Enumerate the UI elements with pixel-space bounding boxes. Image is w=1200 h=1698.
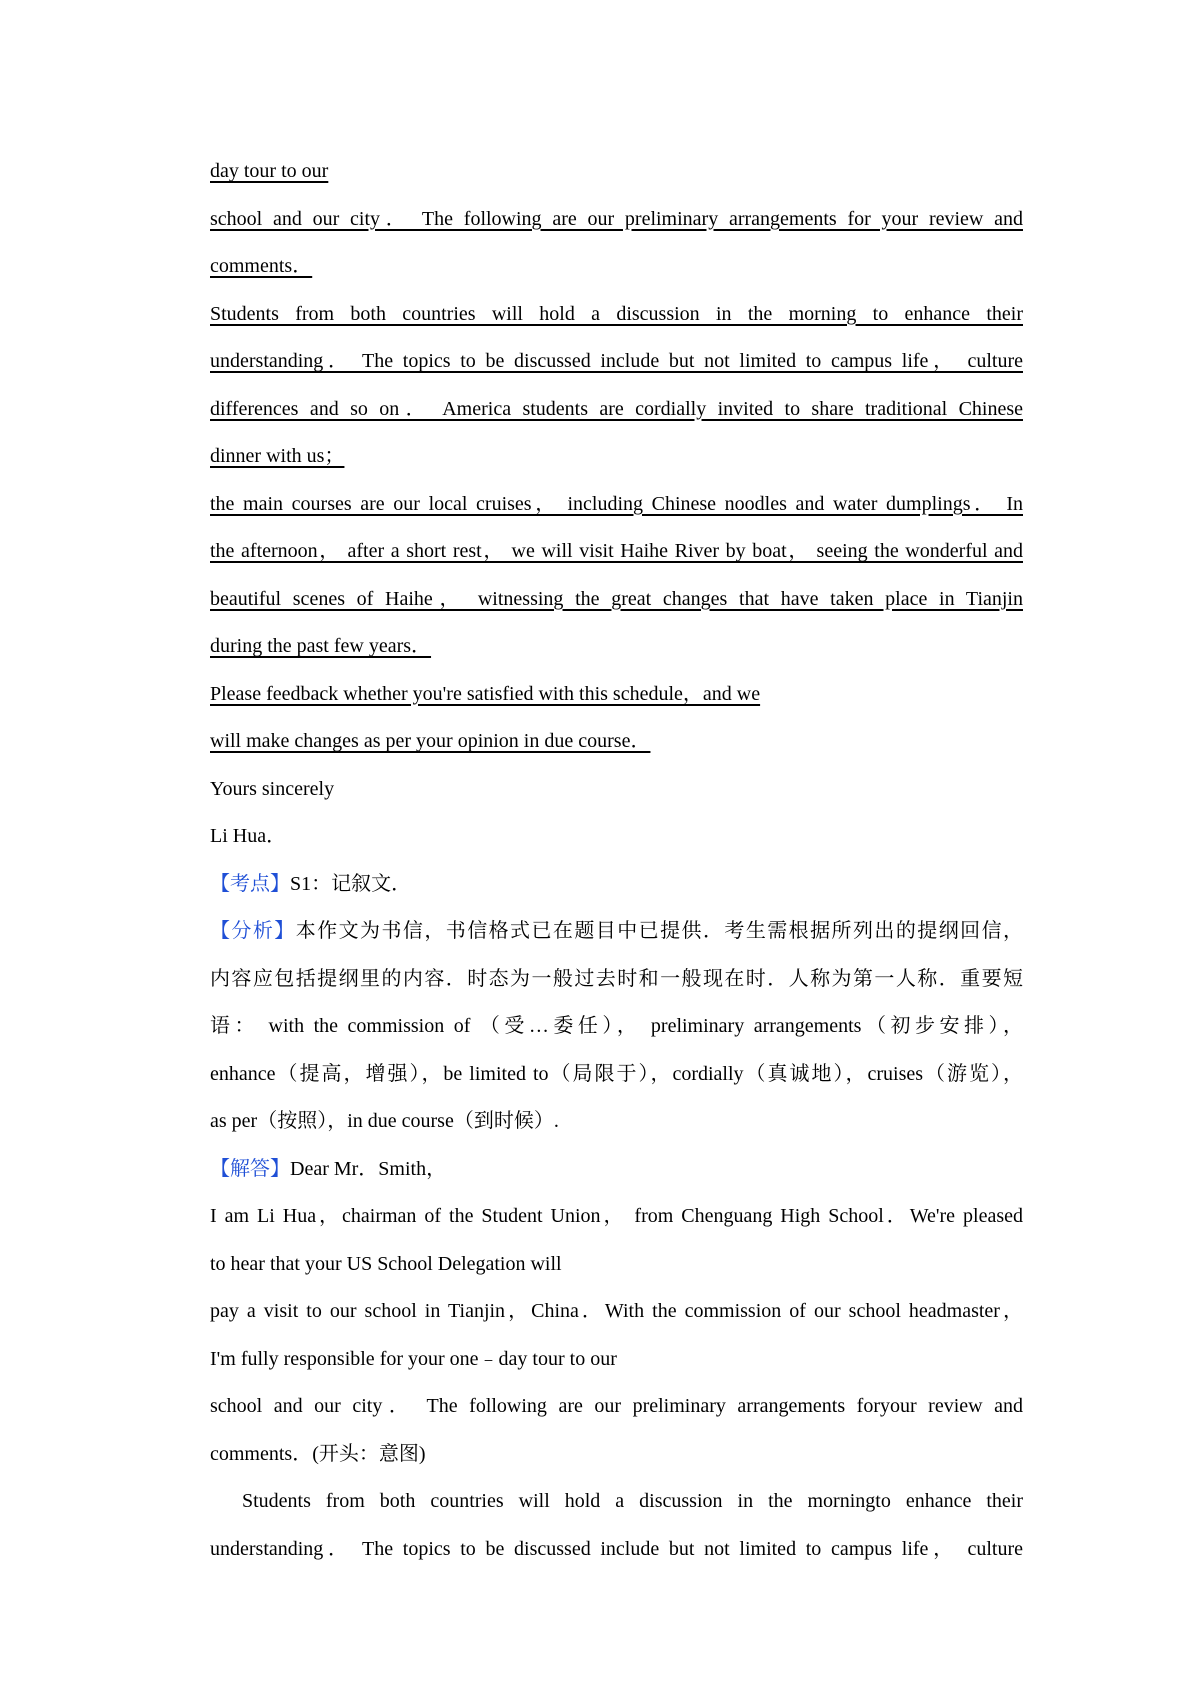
underlined-line (210, 433, 1023, 481)
underlined-line-text: Please feedback whether you're satisfied with this schedule，and we (210, 682, 761, 705)
underlined-line-text: during the past few years． (210, 635, 432, 657)
kaodian-line (210, 861, 1023, 909)
underlined-line-text: comments． (210, 255, 313, 277)
kaodian-text: S1：记叙文． (290, 872, 412, 895)
underlined-line-text: beautiful scenes of Haihe， witnessing the great changes that have taken place in Tianjin (210, 587, 1023, 610)
answer-line: Students from both countries will hold a discussion in the morningto enhance their (242, 1490, 1023, 1512)
underlined-line (210, 528, 1023, 576)
answer-line: school and our city． The following are our preliminary arrangements foryour review and (210, 1395, 1023, 1417)
underlined-line-text: dinner with us； (210, 445, 345, 467)
underlined-line-text: differences and so on． America students are cordially invited to share traditional Chinese (210, 397, 1023, 420)
fenxi-line-5: as per（按照），in due course（到时候）. (210, 1110, 559, 1132)
underlined-line-text: will make changes as per your opinion in due course． (210, 730, 651, 752)
fenxi-text-1: 本作文为书信，书信格式已在题目中已提供．考生需根据所列出的提纲回信， (295, 920, 1023, 942)
signature-name: Li Hua． (210, 825, 287, 847)
underlined-line (210, 196, 1023, 244)
answer-line: I am Li Hua，chairman of the Student Union， from Chenguang High School．We're pleased (210, 1205, 1023, 1227)
sign-off: Yours sincerely (210, 777, 335, 800)
kaodian-tag: 【考点】 (210, 872, 290, 895)
document-body (210, 148, 1023, 1573)
underlined-line-text: the afternoon， after a short rest， we will visit Haihe River by boat， seeing the wonderful and (210, 540, 1023, 562)
jieda-tag: 【解答】 (210, 1157, 290, 1180)
underlined-line (210, 576, 1023, 624)
fenxi-tag: 【分析】 (210, 920, 296, 942)
underlined-line (210, 338, 1023, 386)
fenxi-line-4: enhance（提高，增强），be limited to（局限于），cordially（真诚地），cruises（游览）， (210, 1062, 1023, 1085)
underlined-line-text: Students from both countries will hold a discussion in the morning to enhance their (210, 302, 1023, 325)
underlined-line (210, 291, 1023, 339)
underlined-line (210, 243, 1023, 291)
underlined-letter-text (210, 148, 1023, 766)
underlined-line (210, 623, 1023, 671)
fenxi-line-3: 语： with the commission of （受…委任）， preliminary arrangements（初步安排）， (210, 1015, 1023, 1037)
underlined-line-text: school and our city． The following are our preliminary arrangements for your review and (210, 207, 1023, 230)
answer-letter-text (210, 1193, 1023, 1573)
jieda-greeting: Dear Mr．Smith， (290, 1157, 447, 1180)
fenxi-line-2: 内容应包括提纲里的内容．时态为一般过去时和一般现在时．人称为第一人称．重要短 (210, 967, 1023, 990)
underlined-line (210, 671, 1023, 719)
underlined-line (210, 148, 1023, 196)
answer-line: understanding． The topics to be discussed include but not limited to campus life， culture (210, 1537, 1023, 1560)
answer-line: comments．(开头：意图) (210, 1442, 426, 1465)
underlined-line (210, 718, 1023, 766)
answer-line: to hear that your US School Delegation will (210, 1252, 562, 1275)
underlined-line-text: day tour to our (210, 160, 329, 182)
jieda-line (210, 1146, 1023, 1194)
answer-line: I'm fully responsible for your one﹣day tour to our (210, 1347, 617, 1370)
fenxi-line-1 (210, 908, 1023, 956)
underlined-line (210, 481, 1023, 529)
underlined-line-text: the main courses are our local cruises， including Chinese noodles and water dumplings． In (210, 492, 1023, 515)
underlined-line (210, 386, 1023, 434)
underlined-line-text: understanding． The topics to be discussed include but not limited to campus life， culture (210, 350, 1023, 372)
answer-line: pay a visit to our school in Tianjin，China．With the commission of our school headmaster， (210, 1300, 1023, 1322)
